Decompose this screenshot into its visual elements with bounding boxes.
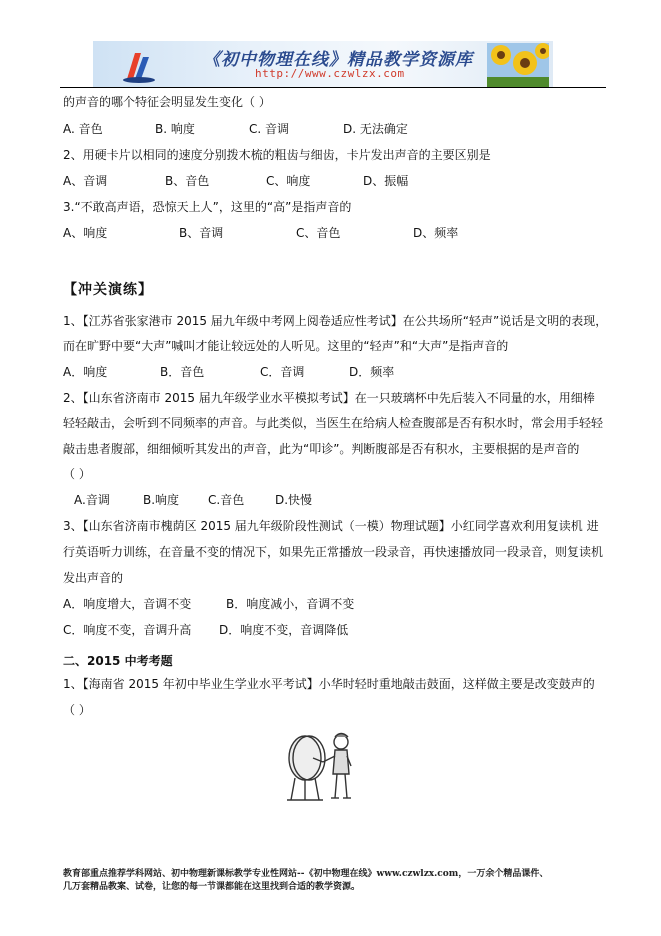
practice-3-line-3: 发出声音的 bbox=[63, 571, 124, 585]
exam-1-line-2: （ ） bbox=[63, 703, 91, 717]
option-d: D. 无法确定 bbox=[343, 122, 408, 136]
option-d: D、振幅 bbox=[363, 174, 409, 188]
option-c: C．音调 bbox=[260, 365, 305, 379]
option-c: C. 音调 bbox=[249, 122, 290, 136]
option-b: B．音色 bbox=[160, 365, 205, 379]
option-c: C、响度 bbox=[266, 174, 311, 188]
option-d: D.快慢 bbox=[275, 493, 313, 507]
option-a: A．响度 bbox=[63, 365, 108, 379]
banner-url: http://www.czwlzx.com bbox=[255, 67, 405, 80]
option-d: D．频率 bbox=[349, 365, 395, 379]
option-c: C.音色 bbox=[208, 493, 245, 507]
site-banner bbox=[93, 41, 553, 87]
option-c: C．响度不变，音调升高 bbox=[63, 623, 192, 637]
practice-2-line-3: 敲击患者腹部，细细倾听其发出的声音，此为“叩诊”。判断腹部是否有积水，主要根据的是声音的 bbox=[63, 442, 580, 456]
option-a: A、音调 bbox=[63, 174, 108, 188]
practice-2-line-2: 轻轻敲击，会听到不同频率的声音。与此类似，当医生在给病人检查腹部是否有积水时，常会用手轻轻 bbox=[63, 416, 604, 430]
exam-section-heading: 二、2015 中考考题 bbox=[63, 654, 173, 668]
practice-2-line-1: 2、【山东省济南市 2015 届九年级学业水平模拟考试】在一只玻璃杯中先后装入不同量的水，用细棒 bbox=[63, 391, 595, 405]
practice-1-line-1: 1、【江苏省张家港市 2015 届九年级中考网上阅卷适应性考试】在公共场所“轻声”说话是文明的表现， bbox=[63, 314, 608, 328]
footer-line-2: 几万套精品教案、试卷，让您的每一节课都能在这里找到合适的教学资源。 bbox=[63, 882, 361, 892]
option-a: A. 音色 bbox=[63, 122, 103, 136]
option-b: B、音调 bbox=[179, 226, 224, 240]
practice-3-line-2: 行英语听力训练，在音量不变的情况下，如果先正常播放一段录音，再快速播放同一段录音，则复读机 bbox=[63, 545, 604, 559]
option-b: B. 响度 bbox=[155, 122, 195, 136]
option-a: A.音调 bbox=[74, 493, 110, 507]
option-d: D．响度不变，音调降低 bbox=[219, 623, 349, 637]
question-3: 3.“不敢高声语，恐惊天上人”，这里的“高”是指声音的 bbox=[63, 200, 352, 214]
question-continuation: 的声音的哪个特征会明显发生变化（ ） bbox=[63, 95, 271, 109]
section-title: 【冲关演练】 bbox=[63, 282, 153, 298]
exam-1-line-1: 1、【海南省 2015 年初中毕业生学业水平考试】小华时轻时重地敲击鼓面，这样做主要是改变鼓声的 bbox=[63, 677, 595, 691]
practice-1-line-2: 而在旷野中要“大声”喊叫才能让较远处的人听见。这里的“轻声”和“大声”是指声音的 bbox=[63, 339, 509, 353]
site-logo-icon bbox=[119, 45, 159, 85]
option-b: B．响度减小，音调不变 bbox=[226, 597, 355, 611]
option-b: B.响度 bbox=[143, 493, 180, 507]
option-a: A、响度 bbox=[63, 226, 108, 240]
banner-title: 《初中物理在线》精品教学资源库 bbox=[203, 50, 473, 70]
practice-3-line-1: 3、【山东省济南市槐荫区 2015 届九年级阶段性测试（一模）物理试题】小红同学喜欢利用复读机 进 bbox=[63, 519, 599, 533]
question-2: 2、用硬卡片以相同的速度分别拨木梳的粗齿与细齿，卡片发出声音的主要区别是 bbox=[63, 148, 491, 162]
option-a: A．响度增大，音调不变 bbox=[63, 597, 192, 611]
practice-2-line-4: （ ） bbox=[63, 467, 91, 481]
header-divider bbox=[60, 87, 606, 88]
sunflower-image-icon bbox=[487, 43, 549, 87]
option-d: D、频率 bbox=[413, 226, 459, 240]
drum-figure-icon bbox=[283, 728, 363, 802]
option-c: C、音色 bbox=[296, 226, 341, 240]
footer-line-1: 教育部重点推荐学科网站、初中物理新课标教学专业性网站--《初中物理在线》www.czwlzx.com，一万余个精品课件、 bbox=[63, 869, 549, 879]
option-b: B、音色 bbox=[165, 174, 210, 188]
